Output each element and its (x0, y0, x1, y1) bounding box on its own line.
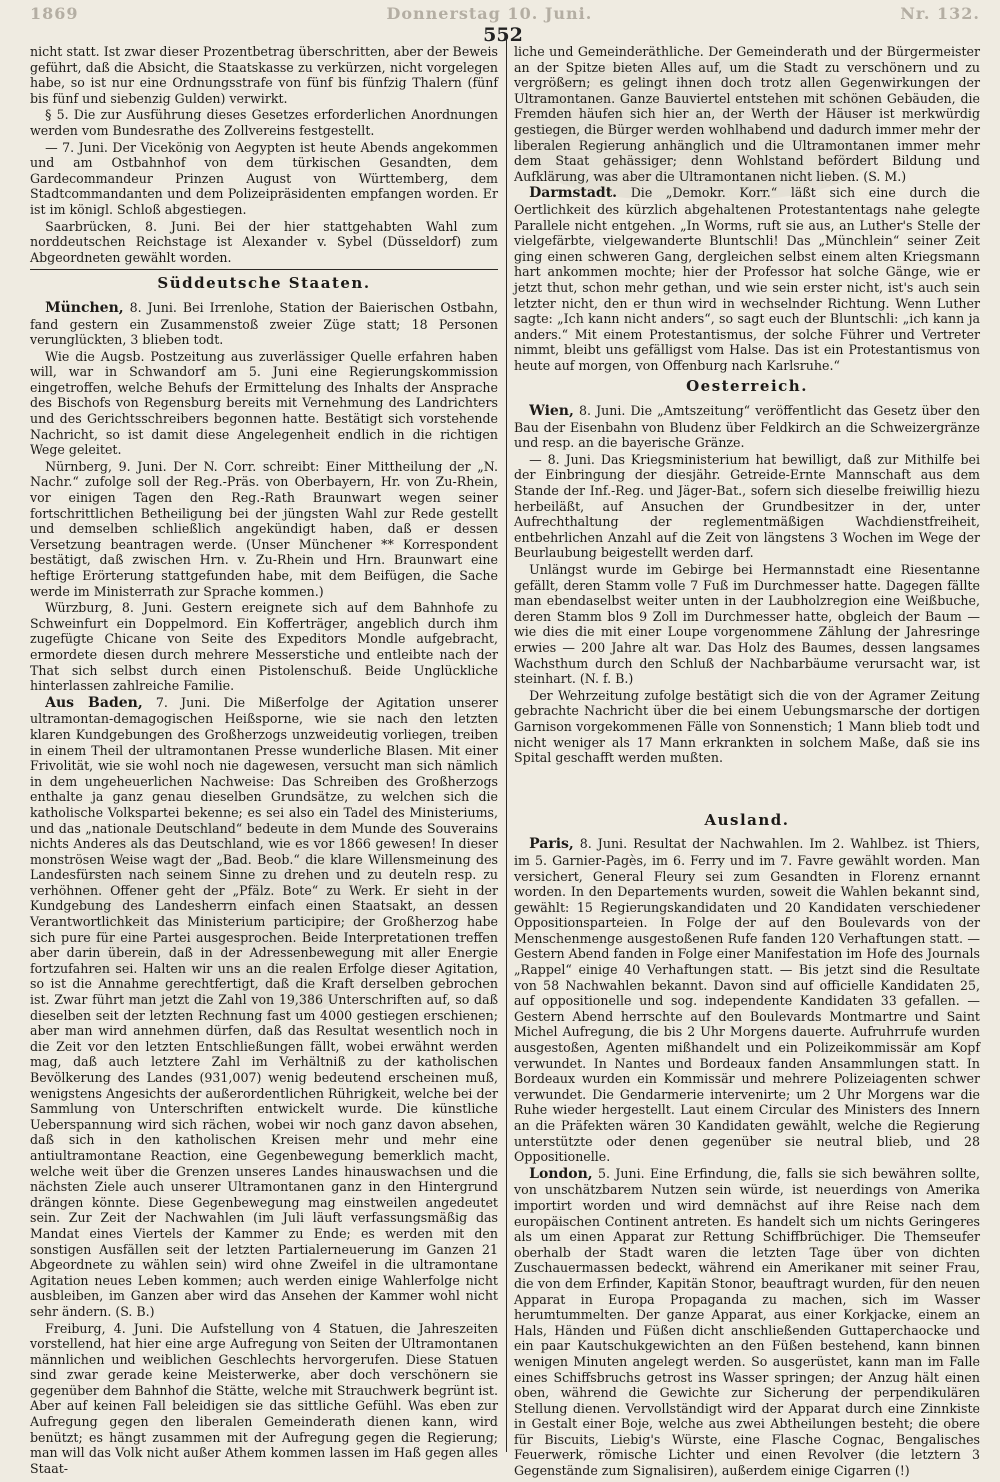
article-paragraph: nicht statt. Ist zwar dieser Prozentbetrag überschritten, aber der Beweis geführt, daß die Absicht, die Staatskasse zu verkürzen, nicht vorgelegen habe, so ist nur eine Ordnungsstrafe von fünf bis fünfzig Thalern (fünf bis fünf und siebenzig Gulden) verwirkt. (30, 44, 498, 106)
column-divider (506, 40, 507, 1452)
section-heading: Ausland. (704, 810, 790, 829)
article-paragraph: — 8. Juni. Das Kriegsministerium hat bewilligt, daß zur Mithilfe bei der Einbringung der diesjähr. Getreide-Ernte Mannschaft aus dem Stande der Inf.-Reg. und Jäger-Bat., sofern sich dieselbe freiwillig hiezu herbeiläßt, auf Ansuchen der Grundbesitzer in der, unter Aufrechthaltung der reglementmäßigen Wachdienstfreiheit, entbehrlichen Anzahl auf die Zeit von längstens 3 Wochen im Wege der Beurlaubung beigestellt werden darf. (514, 451, 980, 561)
header-year: 1869 (30, 3, 79, 23)
column-gap (514, 767, 980, 807)
show-through-header (30, 2, 980, 24)
dateline-place: Darmstadt. (529, 185, 618, 202)
dateline-place: München, (45, 299, 124, 316)
section-heading: Oesterreich. (686, 377, 808, 396)
paragraph-text: 8. Juni. Resultat der Nachwahlen. Im 2. Wahlbez. ist Thiers, im 5. Garnier-Pagès, im 6. Ferry und im 7. Favre gewählt worden. Man versichert, General Fleury sei zum Gesandten in Florenz ernannt worden. In den Departements wurden, soweit die Wahlen bekannt sind, gewählt: 15 Regierungskandidaten und 20 Kandidaten verschiedener Oppositionsparteien. In Folge der auf den Boulevards von der Menschenmenge ausgestoßenen Rufe fanden 120 Verhaftungen statt. — Gestern Abend fanden in Folge einer Manifestation im Hofe des Journals „Rappel“ einige 40 Verhaftungen statt. — Bis jetzt sind die Resultate von 58 Nachwahlen bekannt. Davon sind auf officielle Kandidaten 25, auf oppositionelle und sog. independente Kandidaten 33 gefallen. — Gestern Abend herrschte auf den Boulevards Montmartre und Saint Michel Aufregung, die bis 2 Uhr Morgens dauerte. Aufruhrrufe wurden ausgestoßen, Agenten mißhandelt und ein Polizeikommissär am Kopf verwundet. In Nantes und Bordeaux fanden Ansammlungen statt. In Bordeaux wurden ein Kommissär und mehrere Polizeiagenten schwer verwundet. Die Gendarmerie intervenirte; um 2 Uhr Morgens war die Ruhe wieder hergestellt. Laut einem Circular des Ministers des Innern an die Präfekten wären 30 Kandidaten gewählt, welche die Regierung unterstützte oder denen gegenüber sie neutral blieb, und 28 Oppositionelle. (514, 836, 980, 1165)
header-ghost-issue: Nr. 132. (900, 3, 980, 23)
page-number: 552 (483, 24, 523, 46)
article-paragraph: Freiburg, 4. Juni. Die Aufstellung von 4 Statuen, die Jahreszeiten vorstellend, hat hier eine arge Aufregung von Seiten der Ultramontanen männlichen und weiblichen Geschlechts hervorgerufen. Diese Statuen sind zwar gerade keine Meisterwerke, aber doch verschönern sie gegenüber dem Bahnhof die Stätte, welche mit Strauchwerk begrünt ist. Aber auf keinen Fall beleidigen sie das sittliche Gefühl. Was eben zur Aufregung gegen den liberalen Gemeinderath dienen kann, wird benützt; es hängt zusammen mit der Aufregung gegen die Regierung; man will das Volk nicht außer Athem kommen lassen im Haß gegen alles Staat- (30, 1320, 498, 1476)
dateline-place: Wien, (529, 403, 574, 420)
right-column (514, 44, 980, 1479)
paragraph-text: 8. Juni. Die „Amtszeitung“ veröffentlicht das Gesetz über den Bau der Eisenbahn von Bludenz über Feldkirch an die Schweizergränze und resp. an die bayerische Gränze. (514, 403, 980, 451)
article-paragraph: — 7. Juni. Der Vicekönig von Aegypten ist heute Abends angekommen und am Ostbahnhof von dem türkischen Gesandten, dem Gardecommandeur Prinzen August von Württemberg, dem Stadtcommandanten und dem Polizeipräsidenten empfangen worden. Er ist im königl. Schloß abgestiegen. (30, 139, 498, 217)
article-paragraph (514, 185, 980, 373)
article-paragraph (514, 1166, 980, 1479)
dateline-place: Paris, (529, 836, 574, 853)
paragraph-text: 7. Juni. Die Mißerfolge der Agitation unserer ultramontan-demagogischen Heißsporne, wie sie nach den letzten klaren Kundgebungen des Großherzogs unzweideutig vorliegen, treiben in einem Theil der ultramontanen Presse wunderliche Blasen. Mit einer Frivolität, wie sie wohl noch nie dagewesen, versucht man sich nämlich in dem ungeheuerlichen Nachweise: Das Schreiben des Großherzogs enthalte ja ganz genau dieselben Grundsätze, zu welchen sich die katholische Volkspartei bekenne; es sei also ein Tadel des Ministeriums, und das „nationale Deutschland“ bedeute in dem Munde des Souverains nichts Anderes als das Deutschland, wie es vor 1866 gewesen! In dieser monströsen Weise wagt der „Bad. Beob.“ die klare Willensmeinung des Landesfürsten nach seinem Sinne zu drehen und zu deuteln resp. zu verhöhnen. Offener geht der „Pfälz. Bote“ zu Werk. Er sieht in der Kundgebung des Landesherrn einfach einen Staatsakt, an dessen Verantwortlichkeit das Ministerium participire; der Großherzog habe sich pure für eine Partei ausgesprochen. Beide Interpretationen treffen aber darin überein, daß in der Adressenbewegung mit aller Energie fortzufahren sei. Halten wir uns an die realen Erfolge dieser Agitation, so ist die Annahme gerechtfertigt, daß die Kraft derselben gebrochen ist. Zwar führt man jetzt die Zahl von 19,386 Unterschriften auf, so daß dieselben seit der letzten Rechnung fast um 4000 gestiegen erschienen; aber man wird annehmen dürfen, daß das Resultat wesentlich noch in die Zeit vor den letzten Entschließungen fällt, wobei erwähnt werden mag, daß auch letztere Zahl im Verhältniß zu der katholischen Bevölkerung des Landes (931,007) wenig bedeutend erscheinen muß, wenigstens Angesichts der außerordentlichen Rührigkeit, welche bei der Sammlung von Unterschriften entwickelt wurde. Die künstliche Ueberspannung wird sich rächen, wobei wir noch ganz davon absehen, daß sich in den katholischen Kreisen mehr und mehr eine antiultramontane Reaction, eine Gegenbewegung bemerklich macht, welche weit über die Grenzen unseres Landes hinauswachsen und die nächsten Ziele auch unserer Ultramontanen ganz in den Hintergrund drängen könnte. Diese Gegenbewegung mag einstweilen angedeutet sein. Zur Zeit der Nachwahlen (im Juli läuft verfassungsmäßig das Mandat eines Viertels der Kammer zu Ende; es werden mit den sonstigen Ausfällen seit der letzten Partialerneuerung im Ganzen 21 Abgeordnete zu wählen sein) wird ohne Zweifel in die ultramontane Agitation neues Leben kommen; auch werden einige Wahlerfolge nicht ausbleiben, im Ganzen aber wird das Ansehen der Kammer wohl nicht sehr ändern. (S. B.) (30, 694, 498, 1319)
article-paragraph (30, 695, 498, 1320)
article-paragraph: Würzburg, 8. Juni. Gestern ereignete sich auf dem Bahnhofe zu Schweinfurt ein Doppelmord. Ein Kofferträger, angeblich durch ihm zugefügte Chicane von Seite des Expeditors Mondle aufgebracht, ermordete diesen durch mehrere Messerstiche und entleibte nach der That sich selbst durch einen Pistolenschuß. Beide Unglückliche hinterlassen zahlreiche Familie. (30, 600, 498, 694)
paragraph-text: Die „Demokr. Korr.“ läßt sich eine durch die Oertlichkeit des kürzlich abgehaltenen Protestantentags nahe gelegte Parallele nicht entgehen. „In Worms, ruft sie aus, an Luther's Stelle der vielgefärbte, vielgewanderte Bluntschli! Das „Münchlein“ seiner Zeit ging einen schweren Gang, dergleichen selbst einem alten Kriegsmann hart ankommen mochte; hier der Professor hat solche Gänge, wie er jetzt thut, schon mehr gethan, und wie sein erster nicht, ist's auch sein letzter nicht, den er thun wird in wechselnder Richtung. Wenn Luther sagte: „Ich kann nicht anders“, so sagt euch der Bluntschli: „ich kann ja anders.“ Mit einem Protestantismus, der solche Führer und Vertreter nimmt, bleibt uns gefälligst vom Halse. Das ist ein Protestantismus von heute auf morgen, von Offenburg nach Karlsruhe.“ (514, 185, 980, 373)
article-paragraph (514, 403, 980, 451)
article-paragraph: liche und Gemeinderäthliche. Der Gemeinderath und der Bürgermeister an der Spitze bieten Alles auf, um die Stadt zu verschönern und zu vergrößern; es gelingt ihnen doch trotz allen Gegenwirkungen der Ultramontanen. Ganze Bauviertel entstehen mit schönen Gebäuden, die Fremden häufen sich hier an, der Werth der Häuser ist merkwürdig gestiegen, die Bürger werden wohlhabend und dadurch immer mehr der liberalen Regierung anhänglich und die Ultramontanen immer mehr dem Staat gehässiger; denn Wohlstand befördert Bildung und Aufklärung, was aber die Ultramontanen nicht lieben. (S. M.) (514, 44, 980, 184)
dateline-place: Aus Baden, (45, 694, 143, 711)
header-ghost-date: Donnerstag 10. Juni. (386, 3, 593, 23)
article-paragraph: Nürnberg, 9. Juni. Der N. Corr. schreibt: Einer Mittheilung der „N. Nachr.“ zufolge soll der Reg.-Präs. von Oberbayern, Hr. von Zu-Rhein, vor einigen Tagen den Reg.-Rath Braunwart wegen seiner fortschrittlichen Betheiligung bei der jüngsten Wahl zur Rede gestellt und demselben schließlich angekündigt haben, daß er dessen Versetzung beantragen werde. (Unser Münchener ** Korrespondent bestätigt, daß zwischen Hrn. v. Zu-Rhein und Hrn. Braunwart eine heftige Erörterung stattgefunden habe, mit dem Beifügen, die Sache werde im Ministerrath zur Sprache kommen.) (30, 458, 498, 599)
article-paragraph: Wie die Augsb. Postzeitung aus zuverlässiger Quelle erfahren haben will, war in Schwandorf am 5. Juni eine Regierungskommission eingetroffen, welche Behufs der Ermittelung des Inhalts der Ansprache des Bischofs von Regensburg bereits mit Vernehmung des Landrichters und des Gerichtsschreibers begonnen hatte. Bestätigt sich vorstehende Nachricht, so ist damit diese Angelegenheit endlich in die richtigen Wege geleitet. (30, 348, 498, 458)
paragraph-text: 5. Juni. Eine Erfindung, die, falls sie sich bewähren sollte, von unschätzbarem Nutzen sein würde, ist neuerdings von Amerika importirt worden und wird demnächst auf ihre Reise nach dem europäischen Continent antreten. Es handelt sich um nichts Geringeres als um einen Apparat zur Rettung Schiffbrüchiger. Die Themseufer oberhalb der Stadt waren die letzten Tage über von dichten Zuschauermassen bedeckt, während ein Amerikaner mit seiner Frau, die von dem Erfinder, Kapitän Stonor, beauftragt wurden, für den neuen Apparat in Europa Propaganda zu machen, sich im Wasser herumtummelten. Der ganze Apparat, aus einer Korkjacke, einem an Hals, Händen und Füßen dicht anschließenden Guttaperchaocke und ein paar Kautschukgewichten an den Füßen bestehend, kann binnen wenigen Minuten angelegt werden. So ausgerüstet, kann man im Falle eines Schiffsbruchs getrost ins Wasser springen; der Anzug hält einen oben, während die Gewichte zur Sicherung der perpendikulären Stellung dienen. Vervollständigt wird der Apparat durch eine Zinnkiste in Gestalt einer Boje, welche aus zwei Abtheilungen besteht; die obere für Biscuits, Liebig's Würste, eine Flasche Cognac, Bengalisches Feuerwerk, römische Lichter und einen Revolver (die letztern 3 Gegenstände zum Signalisiren), außerdem einige Cigarren (!) (514, 1165, 980, 1479)
article-paragraph (514, 836, 980, 1164)
article-paragraph: Saarbrücken, 8. Juni. Bei der hier stattgehabten Wahl zum norddeutschen Reichstage ist Alexander v. Sybel (Düsseldorf) zum Abgeordneten gewählt worden. (30, 218, 498, 265)
article-paragraph: Der Wehrzeitung zufolge bestätigt sich die von der Agramer Zeitung gebrachte Nachricht über die bei einem Uebungsmarsche der dortigen Garnison vorgekommenen Fälle von Sonnenstich; 1 Mann blieb todt und nicht weniger als 17 Mann erkrankten in solchem Maße, daß sie ins Spital geschafft werden mußten. (514, 687, 980, 766)
left-column (30, 44, 498, 1476)
paragraph-text: 8. Juni. Bei Irrenlohe, Station der Baierischen Ostbahn, fand gestern ein Zusammenstoß zweier Züge statt; 18 Personen verunglückten, 3 blieben todt. (30, 299, 498, 348)
article-paragraph: Unlängst wurde im Gebirge bei Hermannstadt eine Riesentanne gefällt, deren Stamm volle 7 Fuß im Durchmesser hatte. Dagegen fällte man ebendaselbst weiter unten in der Laubholzregion eine Weißbuche, deren Stamm blos 9 Zoll im Durchmesser hatte, obgleich der Baum — wie dies die mit einer Loupe vorgenommene Zählung der Jahresringe erwies — 200 Jahre alt war. Das Holz des Baumes, dessen langsames Wachsthum durch den Schluß der Nachbarbäume verursacht war, ist steinhart. (N. f. B.) (514, 562, 980, 687)
section-heading: Süddeutsche Staaten. (157, 274, 371, 293)
section-rule (30, 269, 498, 270)
article-paragraph: § 5. Die zur Ausführung dieses Gesetzes erforderlichen Anordnungen werden vom Bundesrathe des Zollvereins festgestellt. (30, 107, 498, 138)
dateline-place: London, (529, 1165, 593, 1182)
article-paragraph (30, 300, 498, 348)
